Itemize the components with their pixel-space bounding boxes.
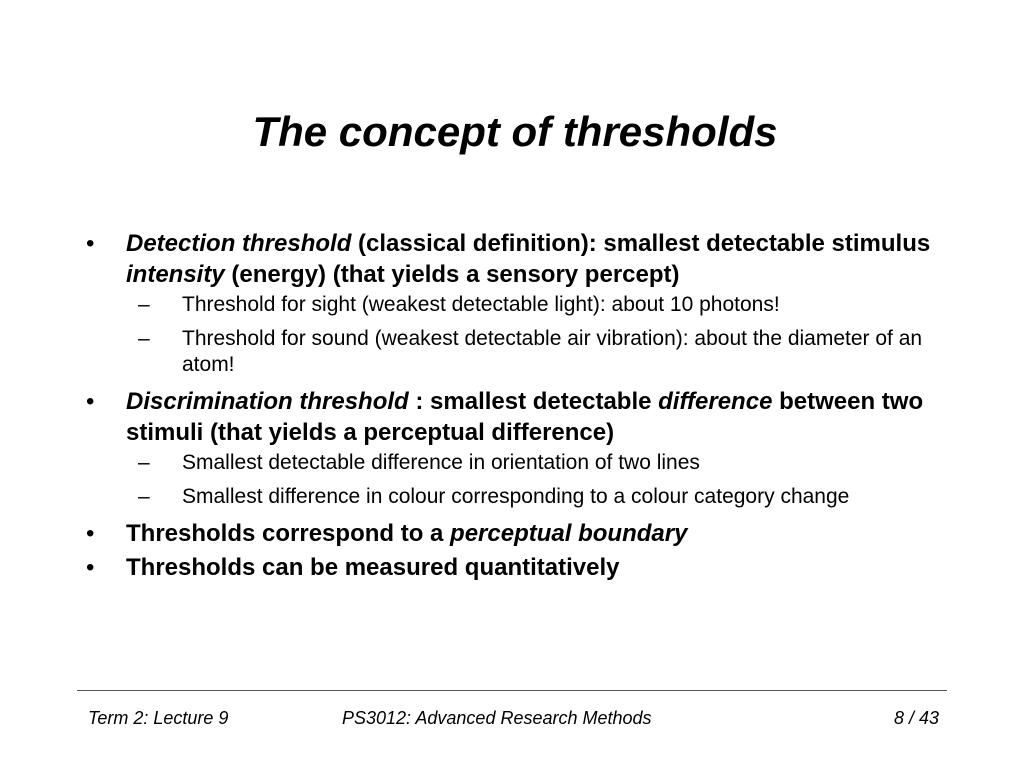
bullet-discrimination-threshold [86, 386, 966, 510]
sub-bullet-marker: – [138, 485, 150, 508]
bullet-marker: • [86, 520, 95, 547]
bullet-text-part: (energy) (that yields a sensory percept) [224, 261, 680, 288]
sub-bullet-marker: – [138, 451, 150, 474]
sub-bullet-list [126, 450, 966, 510]
bullet-marker: • [86, 230, 95, 257]
sub-bullet-list [126, 292, 966, 378]
footer-lecture: Term 2: Lecture 9 [88, 708, 229, 728]
footer-divider [77, 690, 947, 691]
sub-bullet-text: Smallest difference in colour corresponding to a colour category change [182, 485, 850, 508]
sub-bullet-colour [138, 484, 966, 510]
bullet-text [126, 388, 923, 446]
footer-page-number: 8 / 43 [893, 708, 939, 728]
sub-bullet-marker: – [138, 293, 150, 316]
emphasis-term: intensity [126, 261, 225, 288]
bullet-perceptual-boundary [86, 518, 966, 549]
bullet-detection-threshold [86, 228, 966, 378]
bullet-text-part: (classical definition): smallest detectable stimulus [351, 230, 931, 257]
bullet-text-part: Thresholds correspond to a [126, 520, 451, 547]
sub-bullet-sound [138, 326, 966, 378]
sub-bullet-sight [138, 292, 966, 318]
sub-bullet-marker: – [138, 327, 150, 350]
bullet-list [86, 228, 966, 586]
bullet-marker: • [86, 554, 95, 581]
sub-bullet-text: Threshold for sound (weakest detectable air vibration): about the diameter of an atom! [182, 327, 923, 376]
bullet-text [126, 230, 930, 288]
bullet-measured-quantitatively [86, 552, 966, 583]
footer-course: PS3012: Advanced Research Methods [342, 708, 652, 728]
emphasis-term: Discrimination threshold [126, 388, 409, 415]
sub-bullet-text: Smallest detectable difference in orientation of two lines [182, 451, 700, 474]
bullet-marker: • [86, 388, 95, 415]
bullet-text [126, 520, 687, 547]
sub-bullet-orientation [138, 450, 966, 476]
emphasis-term: difference [658, 388, 773, 415]
sub-bullet-text: Threshold for sight (weakest detectable light): about 10 photons! [182, 293, 780, 316]
emphasis-term: perceptual boundary [450, 520, 688, 547]
bullet-text-part: : smallest detectable [408, 388, 659, 415]
bullet-text: Thresholds can be measured quantitatively [126, 554, 620, 581]
emphasis-term: Detection threshold [126, 230, 352, 257]
slide-title: The concept of thresholds [252, 108, 778, 155]
bullet-text-part: between two stimuli (that yields a perceptual difference) [126, 388, 924, 446]
